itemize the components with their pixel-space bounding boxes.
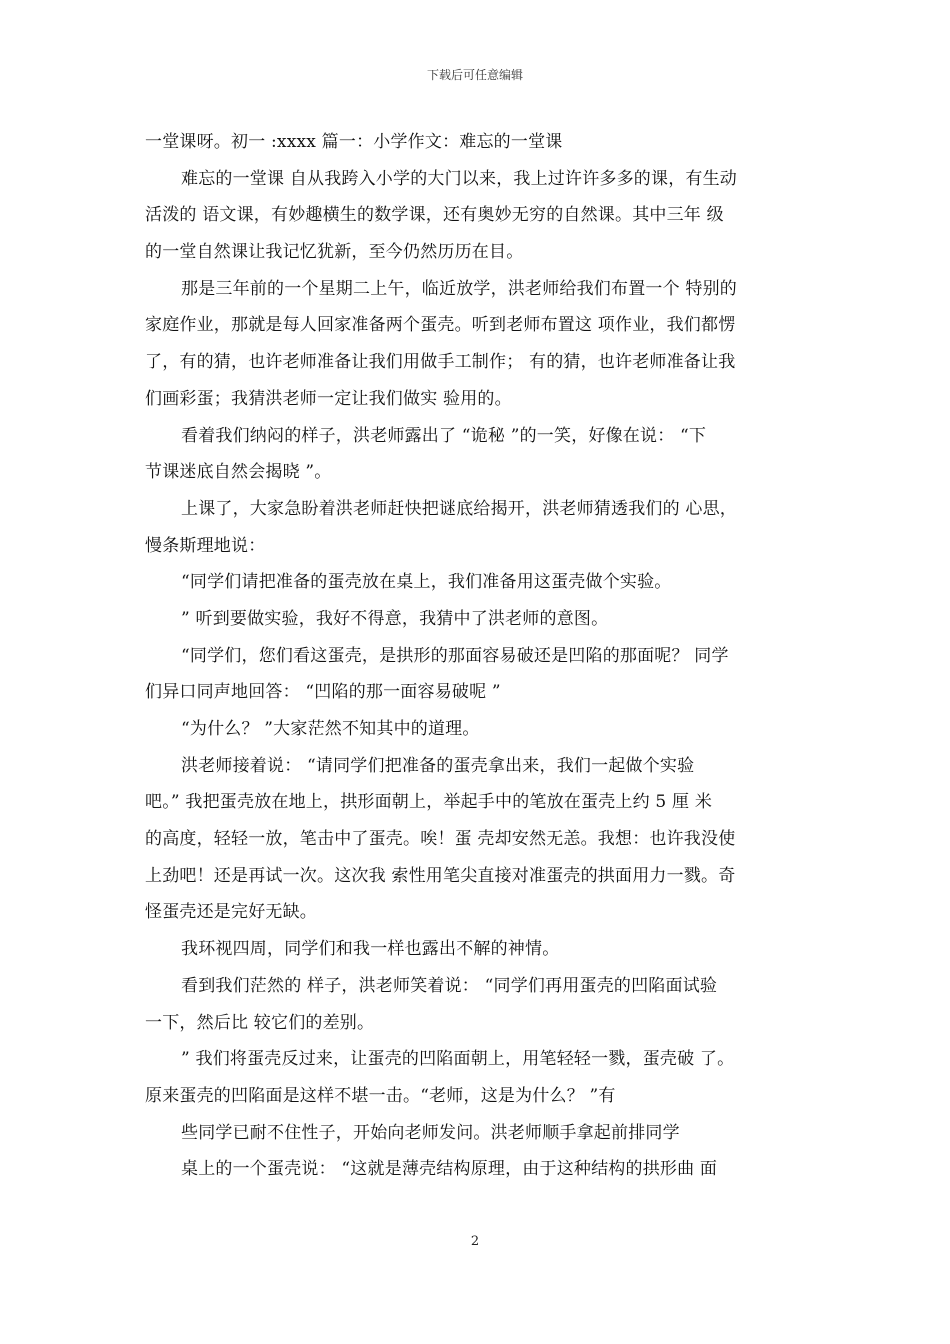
text-line: 看着我们纳闷的样子，洪老师露出了 “诡秘 ”的一笑，好像在说： “下	[181, 425, 707, 446]
text-line: 上劲吧！还是再试一次。这次我 索性用笔尖直接对准蛋壳的拱面用力一戮。奇	[145, 865, 736, 886]
text-line: 些同学已耐不住性子，开始向老师发问。洪老师顺手拿起前排同学	[181, 1122, 680, 1143]
text-line: 原来蛋壳的凹陷面是这样不堪一击。“老师，这是为什么？ ”有	[145, 1085, 616, 1106]
text-line: ” 听到要做实验，我好不得意，我猜中了洪老师的意图。	[181, 608, 609, 629]
text-line: 一堂课呀。初一 :xxxx 篇一：小学作文：难忘的一堂课	[145, 132, 563, 152]
text-line: 上课了，大家急盼着洪老师赶快把谜底给揭开，洪老师猜透我们的 心思，	[181, 498, 738, 519]
text-line: 难忘的一堂课 自从我跨入小学的大门以来，我上过许许多多的课，有生动	[181, 168, 738, 189]
text-line: “为什么？ ”大家茫然不知其中的道理。	[181, 719, 480, 739]
text-line: 一下，然后比 较它们的差别。	[145, 1012, 375, 1033]
text-line: ” 我们将蛋壳反过来，让蛋壳的凹陷面朝上，用笔轻轻一戮，蛋壳破 了。	[181, 1049, 735, 1070]
text-line: 怪蛋壳还是完好无缺。	[145, 902, 317, 923]
text-line: 的高度，轻轻一放，笔击中了蛋壳。唉！蛋 壳却安然无恙。我想：也许我没使	[145, 829, 736, 850]
text-line: 们画彩蛋；我猜洪老师一定让我们做实 验用的。	[145, 388, 512, 409]
text-line: 我环视四周，同学们和我一样也露出不解的神情。	[181, 939, 560, 960]
text-line: 活泼的 语文课，有妙趣横生的数学课，还有奥妙无穷的自然课。其中三年 级	[145, 205, 724, 226]
text-line: 那是三年前的一个星期二上午，临近放学，洪老师给我们布置一个 特别的	[181, 278, 738, 299]
text-line: “同学们请把准备的蛋壳放在桌上，我们准备用这蛋壳做个实验。	[181, 572, 672, 593]
text-line: 洪老师接着说： “请同学们把准备的蛋壳拿出来，我们一起做个实验	[181, 755, 695, 776]
text-line: 的一堂自然课让我记忆犹新，至今仍然历历在目。	[145, 242, 524, 263]
text-line: 了，有的猜，也许老师准备让我们用做手工制作； 有的猜，也许老师准备让我	[145, 352, 736, 373]
text-line: 看到我们茫然的 样子，洪老师笑着说： “同学们再用蛋壳的凹陷面试验	[181, 975, 718, 996]
text-line: 吧。” 我把蛋壳放在地上，拱形面朝上，举起手中的笔放在蛋壳上约 5 厘 米	[145, 792, 713, 813]
text-line: 家庭作业，那就是每人回家准备两个蛋壳。听到老师布置这 项作业，我们都愣	[145, 315, 736, 336]
text-line: “同学们，您们看这蛋壳，是拱形的那面容易破还是凹陷的那面呢？ 同学	[181, 645, 729, 666]
text-line: 节课迷底自然会揭晓 ”。	[145, 462, 332, 483]
text-line: 慢条斯理地说：	[145, 535, 266, 556]
document-body	[145, 124, 825, 1188]
page-number: 2	[470, 1234, 480, 1249]
page-header: 下载后可任意编辑	[426, 68, 523, 82]
text-line: 桌上的一个蛋壳说： “这就是薄壳结构原理，由于这种结构的拱形曲 面	[181, 1159, 718, 1180]
text-line: 们异口同声地回答： “凹陷的那一面容易破呢 ”	[145, 682, 501, 703]
